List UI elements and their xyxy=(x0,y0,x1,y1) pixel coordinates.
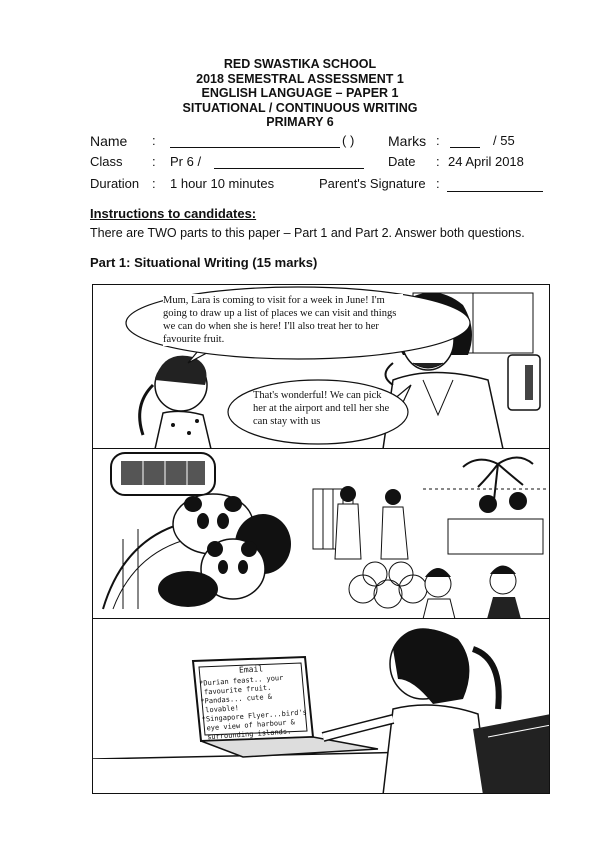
school-name: RED SWASTIKA SCHOOL xyxy=(223,57,377,71)
class-colon: : xyxy=(152,154,156,169)
signature-label: Parent's Signature xyxy=(319,176,426,191)
class-value: Pr 6 / xyxy=(170,154,202,169)
comic-panel-email xyxy=(93,619,549,794)
register-number-paren: ( ) xyxy=(342,133,355,148)
class-field[interactable] xyxy=(214,168,364,169)
section-title: SITUATIONAL / CONTINUOUS WRITING xyxy=(182,100,418,115)
marks-field[interactable] xyxy=(450,147,480,148)
name-label: Name xyxy=(90,133,128,149)
document-header xyxy=(0,57,600,130)
marks-total: / 55 xyxy=(493,133,515,148)
duration-colon: : xyxy=(152,176,156,191)
speech-bubble-mother: That's wonderful! We can pick her at the airport and tell her she can stay with us xyxy=(253,390,390,427)
name-row xyxy=(90,131,550,151)
part1-title: Part 1: Situational Writing (15 marks) xyxy=(90,255,318,270)
speech-bubble-girl: Mum, Lara is coming to visit for a week in June! I'm going to draw up a list of places we can visit and things we can do when she is here! I'll also treat her to her favourite fruit. xyxy=(163,294,403,346)
duration-row xyxy=(90,174,550,194)
email-title: Email xyxy=(238,664,264,675)
marks-colon: : xyxy=(436,133,440,148)
signature-field[interactable] xyxy=(447,191,543,192)
instructions-text: There are TWO parts to this paper – Part 1 and Part 2. Answer both questions. xyxy=(90,226,525,240)
level-title: PRIMARY 6 xyxy=(266,115,334,129)
signature-colon: : xyxy=(436,176,440,191)
marks-label: Marks xyxy=(388,133,427,149)
comic-panel-conversation xyxy=(93,285,549,449)
duration-label: Duration xyxy=(90,176,140,191)
name-field[interactable] xyxy=(170,147,340,148)
assessment-title: 2018 SEMESTRAL ASSESSMENT 1 xyxy=(196,71,404,86)
comic-strip xyxy=(92,284,550,794)
duration-value: 1 hour 10 minutes xyxy=(170,176,275,191)
attractions-illustration xyxy=(93,449,549,619)
date-value: 24 April 2018 xyxy=(448,154,524,169)
class-row xyxy=(90,152,550,172)
email-illustration xyxy=(93,619,549,794)
class-label: Class xyxy=(90,154,123,169)
email-body: *Durian feast.. your favourite fruit. *Pandas... cute & lovable! *Singapore Flyer...bird's eye view of harbour & surrounding islands. xyxy=(198,673,308,742)
instructions-title: Instructions to candidates: xyxy=(90,206,257,221)
comic-panel-attractions xyxy=(93,449,549,619)
date-colon: : xyxy=(436,154,440,169)
name-colon: : xyxy=(152,133,156,148)
paper-title: ENGLISH LANGUAGE – PAPER 1 xyxy=(201,86,399,100)
date-label: Date xyxy=(388,154,416,169)
